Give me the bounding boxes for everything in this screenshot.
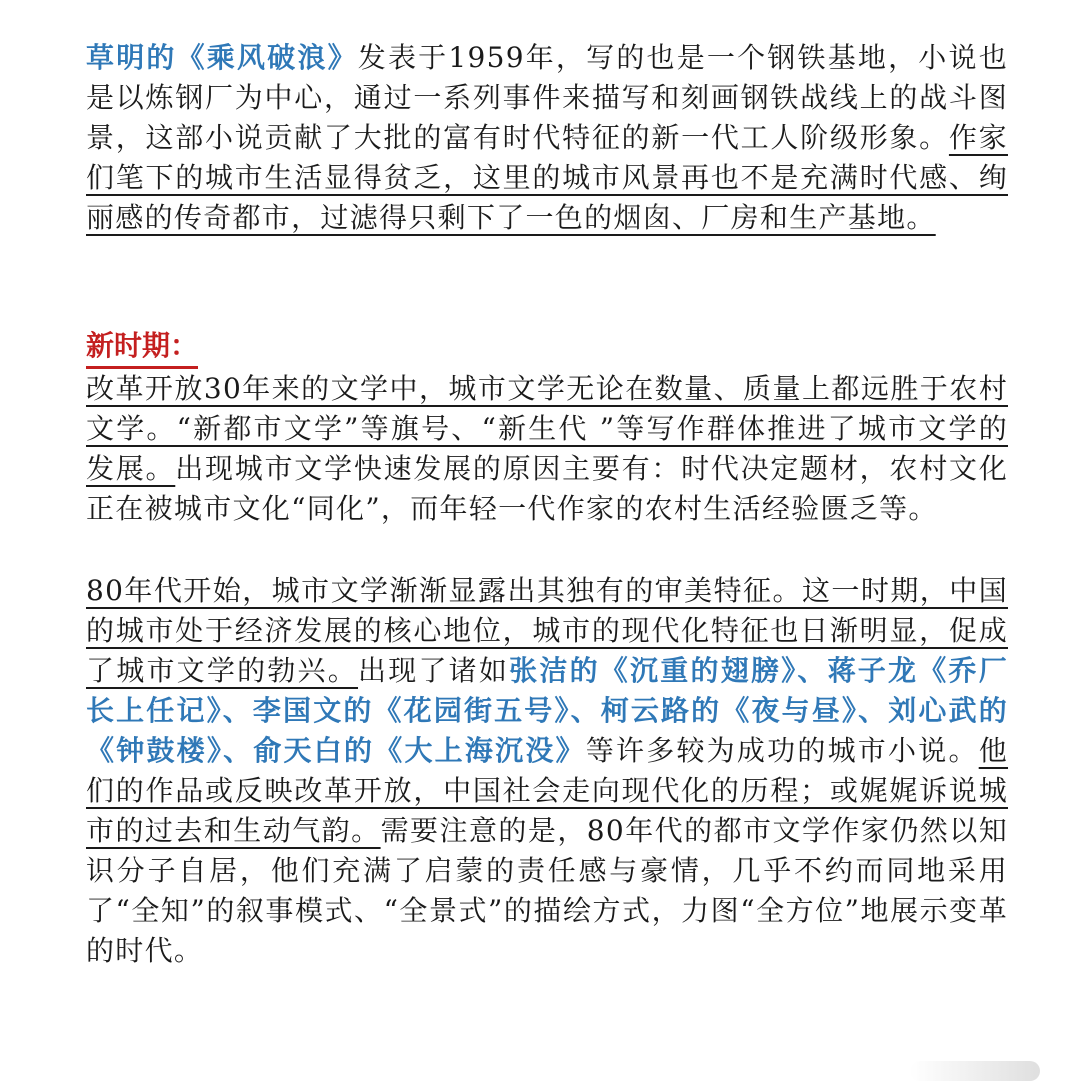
paragraph-text: 出现了诸如 — [358, 654, 510, 687]
section-heading-wrap — [86, 326, 1008, 369]
paragraph-reform-era — [86, 369, 1008, 529]
underlined-text: 改革开放30年来的文学中，城市文学无论在数量、质量上都远胜于农村文学。“新都市文学”等旗号、“新生代 ”等写作群体推进了城市文学的发展。 — [86, 372, 1008, 485]
underlined-text: 他们的作品或反映改革开放，中国社会走向现代化的历程；或娓娓诉说城市的过去和生动气韵。 — [86, 734, 1009, 847]
watermark — [910, 1061, 1040, 1081]
underlined-text: 作家们笔下的城市生活显得贫乏，这里的城市风景再也不是充满时代感、绚丽感的传奇都市，过滤得只剩下了一色的烟囱、厂房和生产基地。 — [86, 121, 1008, 234]
highlighted-work-title: 草明的《乘风破浪》 — [86, 41, 358, 74]
underlined-text: 80年代开始，城市文学渐渐显露出其独有的审美特征。这一时期，中国的城市处于经济发展的核心地位，城市的现代化特征也日渐明显，促成了城市文学的勃兴。 — [86, 574, 1008, 687]
paragraph-text: 发表于1959年，写的也是一个钢铁基地，小说也是以炼钢厂为中心，通过一系列事件来描写和刻画钢铁战线上的战斗图景，这部小说贡献了大批的富有时代特征的新一代工人阶级形象。 — [86, 41, 1008, 154]
paragraph-text: 等许多较为成功的城市小说。 — [585, 734, 979, 767]
paragraph-text: 需要注意的是，80年代的都市文学作家仍然以知识分子自居，他们充满了启蒙的责任感与豪情，几乎不约而同地采用了“全知”的叙事模式、“全景式”的描绘方式，力图“全方位”地展示变革的时代。 — [86, 814, 1008, 967]
section-heading-new-period: 新时期： — [86, 326, 198, 369]
highlighted-work-list: 张洁的《沉重的翅膀》、蒋子龙《乔厂长上任记》、李国文的《花园街五号》、柯云路的《夜与昼》、刘心武的《钟鼓楼》、俞天白的《大上海沉没》 — [86, 654, 1009, 767]
paragraph-chengfeng-polang — [86, 38, 1008, 238]
paragraph-eighties — [86, 571, 1008, 971]
paragraph-text: 出现城市文学快速发展的原因主要有：时代决定题材，农村文化正在被城市文化“同化”，而年轻一代作家的农村生活经验匮乏等。 — [86, 452, 1009, 525]
